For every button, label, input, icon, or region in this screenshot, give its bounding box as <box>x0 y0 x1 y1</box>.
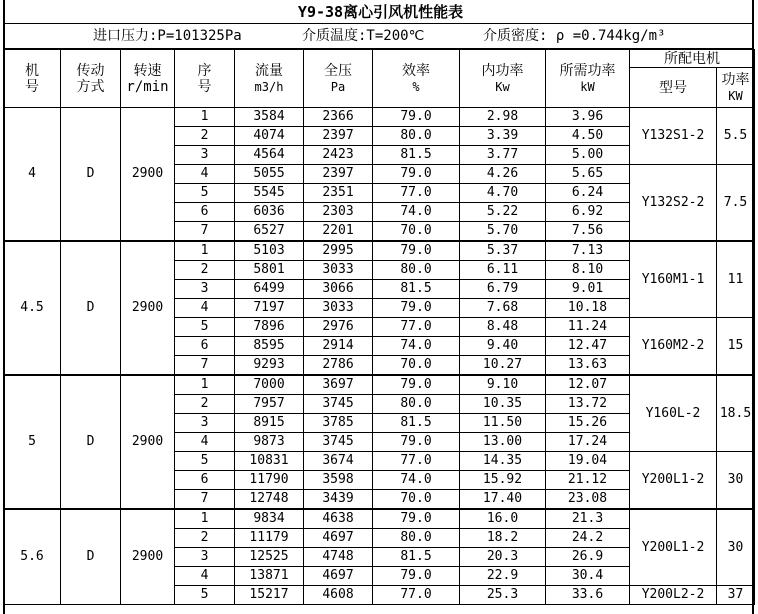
cell-flow: 9293 <box>235 356 304 376</box>
cell-motor-model: Y132S2-2 <box>630 165 717 242</box>
table-row <box>4 108 755 127</box>
cell-efficiency: 74.0 <box>373 337 460 356</box>
cell-seq: 1 <box>175 108 235 127</box>
cell-seq: 7 <box>175 490 235 510</box>
cell-required-power: 7.56 <box>546 222 630 242</box>
cell-efficiency: 81.5 <box>373 146 460 165</box>
cell-motor-model: Y160L-2 <box>630 375 717 452</box>
cell-pressure: 3439 <box>304 490 373 510</box>
cell-flow: 7197 <box>235 299 304 318</box>
cell-efficiency: 74.0 <box>373 471 460 490</box>
cell-efficiency: 79.0 <box>373 375 460 395</box>
cell-required-power: 12.07 <box>546 375 630 395</box>
cell-required-power: 6.92 <box>546 203 630 222</box>
col-motor-power: 功率 KW <box>717 68 755 108</box>
cell-seq: 4 <box>175 433 235 452</box>
cell-internal-power: 13.00 <box>460 433 546 452</box>
cell-flow: 6527 <box>235 222 304 242</box>
title-divider <box>3 23 754 24</box>
cell-flow: 10831 <box>235 452 304 471</box>
cell-internal-power: 22.9 <box>460 567 546 586</box>
cell-required-power: 7.13 <box>546 241 630 261</box>
cell-flow: 6036 <box>235 203 304 222</box>
cell-required-power: 24.2 <box>546 529 630 548</box>
cell-motor-model: Y200L1-2 <box>630 452 717 510</box>
cell-required-power: 5.00 <box>546 146 630 165</box>
cell-efficiency: 80.0 <box>373 529 460 548</box>
cell-seq: 1 <box>175 241 235 261</box>
cell-required-power: 8.10 <box>546 261 630 280</box>
cell-seq: 5 <box>175 452 235 471</box>
cell-internal-power: 15.92 <box>460 471 546 490</box>
cell-seq: 3 <box>175 280 235 299</box>
cell-efficiency: 79.0 <box>373 165 460 184</box>
cell-seq: 4 <box>175 299 235 318</box>
cell-flow: 15217 <box>235 586 304 605</box>
cell-pressure: 2397 <box>304 165 373 184</box>
cell-pressure: 3697 <box>304 375 373 395</box>
cell-internal-power: 16.0 <box>460 509 546 529</box>
cell-efficiency: 77.0 <box>373 318 460 337</box>
cell-required-power: 4.50 <box>546 127 630 146</box>
cell-pressure: 2914 <box>304 337 373 356</box>
cell-required-power: 10.18 <box>546 299 630 318</box>
cell-internal-power: 11.50 <box>460 414 546 433</box>
medium-density-text: 介质密度: ρ =0.744kg/m³ <box>483 28 666 44</box>
cell-motor-model: Y132S1-2 <box>630 108 717 165</box>
cell-internal-power: 6.11 <box>460 261 546 280</box>
col-required-power: 所需功率 kW <box>546 50 630 108</box>
cell-pressure: 2303 <box>304 203 373 222</box>
cell-pressure: 4697 <box>304 567 373 586</box>
cell-pressure: 3066 <box>304 280 373 299</box>
cell-efficiency: 74.0 <box>373 203 460 222</box>
cell-motor-power: 5.5 <box>717 108 755 165</box>
cell-seq: 3 <box>175 548 235 567</box>
cell-motor-power: 30 <box>717 509 755 586</box>
cell-pressure: 3745 <box>304 395 373 414</box>
cell-pressure: 4638 <box>304 509 373 529</box>
cell-seq: 4 <box>175 567 235 586</box>
cell-efficiency: 77.0 <box>373 184 460 203</box>
cell-required-power: 12.47 <box>546 337 630 356</box>
cell-internal-power: 17.40 <box>460 490 546 510</box>
cell-seq: 4 <box>175 165 235 184</box>
cell-internal-power: 3.39 <box>460 127 546 146</box>
cell-motor-model: Y200L1-2 <box>630 509 717 586</box>
cell-pressure: 3033 <box>304 261 373 280</box>
cell-flow: 5545 <box>235 184 304 203</box>
page-title: Y9-38离心引风机性能表 <box>297 3 464 21</box>
cell-seq: 1 <box>175 375 235 395</box>
cell-flow: 12525 <box>235 548 304 567</box>
cell-flow: 5055 <box>235 165 304 184</box>
cell-internal-power: 4.26 <box>460 165 546 184</box>
cell-required-power: 6.24 <box>546 184 630 203</box>
cell-internal-power: 18.2 <box>460 529 546 548</box>
cell-pressure: 4697 <box>304 529 373 548</box>
cell-required-power: 9.01 <box>546 280 630 299</box>
cell-seq: 3 <box>175 414 235 433</box>
cell-internal-power: 10.27 <box>460 356 546 376</box>
cell-flow: 9873 <box>235 433 304 452</box>
cell-pressure: 4748 <box>304 548 373 567</box>
cell-seq: 5 <box>175 318 235 337</box>
cell-seq: 3 <box>175 146 235 165</box>
cell-pressure: 2201 <box>304 222 373 242</box>
col-seq: 序 号 <box>175 50 235 108</box>
cell-flow: 7957 <box>235 395 304 414</box>
cell-motor-power: 30 <box>717 452 755 510</box>
cell-motor-model: Y200L2-2 <box>630 586 717 605</box>
cell-flow: 7000 <box>235 375 304 395</box>
col-motor-model: 型号 <box>630 68 717 108</box>
cell-pressure: 2366 <box>304 108 373 127</box>
cell-required-power: 23.08 <box>546 490 630 510</box>
cell-flow: 5103 <box>235 241 304 261</box>
col-speed: 转速 r/min <box>121 50 175 108</box>
cell-internal-power: 20.3 <box>460 548 546 567</box>
cell-efficiency: 81.5 <box>373 548 460 567</box>
cell-required-power: 21.12 <box>546 471 630 490</box>
cell-internal-power: 2.98 <box>460 108 546 127</box>
cell-flow: 8915 <box>235 414 304 433</box>
cell-efficiency: 77.0 <box>373 452 460 471</box>
cell-efficiency: 79.0 <box>373 567 460 586</box>
cell-pressure: 2995 <box>304 241 373 261</box>
cell-pressure: 3785 <box>304 414 373 433</box>
table-row <box>4 509 755 529</box>
cell-efficiency: 70.0 <box>373 356 460 376</box>
cell-drive: D <box>61 509 121 605</box>
cell-required-power: 30.4 <box>546 567 630 586</box>
cell-required-power: 33.6 <box>546 586 630 605</box>
col-internal-power: 内功率 Kw <box>460 50 546 108</box>
cell-efficiency: 79.0 <box>373 241 460 261</box>
cell-machine-no: 4.5 <box>4 241 61 375</box>
cell-drive: D <box>61 375 121 509</box>
cell-efficiency: 80.0 <box>373 395 460 414</box>
cell-internal-power: 8.48 <box>460 318 546 337</box>
cell-motor-power: 7.5 <box>717 165 755 242</box>
cell-motor-model: Y160M2-2 <box>630 318 717 376</box>
cell-pressure: 2351 <box>304 184 373 203</box>
cell-required-power: 5.65 <box>546 165 630 184</box>
cell-efficiency: 79.0 <box>373 433 460 452</box>
cell-required-power: 15.26 <box>546 414 630 433</box>
cell-efficiency: 70.0 <box>373 222 460 242</box>
cell-flow: 8595 <box>235 337 304 356</box>
cell-internal-power: 4.70 <box>460 184 546 203</box>
cell-pressure: 2976 <box>304 318 373 337</box>
cell-flow: 3584 <box>235 108 304 127</box>
cell-seq: 6 <box>175 337 235 356</box>
cell-motor-power: 15 <box>717 318 755 376</box>
fan-performance-table <box>3 49 755 605</box>
cell-flow: 7896 <box>235 318 304 337</box>
cell-efficiency: 79.0 <box>373 509 460 529</box>
cell-seq: 2 <box>175 127 235 146</box>
cell-efficiency: 81.5 <box>373 280 460 299</box>
cell-flow: 11179 <box>235 529 304 548</box>
cell-seq: 2 <box>175 261 235 280</box>
cell-machine-no: 5 <box>4 375 61 509</box>
cell-drive: D <box>61 108 121 242</box>
cell-internal-power: 5.70 <box>460 222 546 242</box>
cell-efficiency: 79.0 <box>373 299 460 318</box>
cell-internal-power: 3.77 <box>460 146 546 165</box>
cell-motor-power: 11 <box>717 241 755 318</box>
cell-machine-no: 5.6 <box>4 509 61 605</box>
cell-required-power: 13.72 <box>546 395 630 414</box>
cell-speed: 2900 <box>121 108 175 242</box>
cell-seq: 1 <box>175 509 235 529</box>
cell-internal-power: 25.3 <box>460 586 546 605</box>
cell-speed: 2900 <box>121 375 175 509</box>
cell-flow: 5801 <box>235 261 304 280</box>
cell-machine-no: 4 <box>4 108 61 242</box>
cell-required-power: 26.9 <box>546 548 630 567</box>
cell-pressure: 3033 <box>304 299 373 318</box>
col-pressure: 全压 Pa <box>304 50 373 108</box>
cell-seq: 7 <box>175 356 235 376</box>
cell-required-power: 17.24 <box>546 433 630 452</box>
cell-seq: 2 <box>175 529 235 548</box>
cell-speed: 2900 <box>121 509 175 605</box>
cell-pressure: 4608 <box>304 586 373 605</box>
cell-internal-power: 7.68 <box>460 299 546 318</box>
cell-pressure: 3745 <box>304 433 373 452</box>
cell-efficiency: 70.0 <box>373 490 460 510</box>
cell-efficiency: 79.0 <box>373 108 460 127</box>
cell-flow: 9834 <box>235 509 304 529</box>
cell-required-power: 3.96 <box>546 108 630 127</box>
cell-internal-power: 6.79 <box>460 280 546 299</box>
table-header <box>4 50 755 108</box>
medium-temperature-text: 介质温度:T=200℃ <box>302 28 425 44</box>
cell-drive: D <box>61 241 121 375</box>
inlet-pressure-text: 进口压力:P=101325Pa <box>93 28 242 44</box>
col-machine-no: 机 号 <box>4 50 61 108</box>
cell-internal-power: 5.22 <box>460 203 546 222</box>
cell-flow: 12748 <box>235 490 304 510</box>
col-motor-group: 所配电机 <box>630 50 755 68</box>
col-flow: 流量 m3/h <box>235 50 304 108</box>
cell-motor-model: Y160M1-1 <box>630 241 717 318</box>
cell-flow: 4564 <box>235 146 304 165</box>
cell-flow: 13871 <box>235 567 304 586</box>
table-row <box>4 241 755 261</box>
cell-motor-power: 37 <box>717 586 755 605</box>
cell-pressure: 3674 <box>304 452 373 471</box>
cell-internal-power: 9.10 <box>460 375 546 395</box>
cell-flow: 11790 <box>235 471 304 490</box>
cell-seq: 2 <box>175 395 235 414</box>
cell-internal-power: 14.35 <box>460 452 546 471</box>
cell-required-power: 19.04 <box>546 452 630 471</box>
cell-flow: 4074 <box>235 127 304 146</box>
cell-efficiency: 80.0 <box>373 261 460 280</box>
cell-speed: 2900 <box>121 241 175 375</box>
cell-pressure: 2786 <box>304 356 373 376</box>
cell-pressure: 2423 <box>304 146 373 165</box>
cell-internal-power: 9.40 <box>460 337 546 356</box>
cell-seq: 6 <box>175 471 235 490</box>
cell-internal-power: 10.35 <box>460 395 546 414</box>
col-drive: 传动 方式 <box>61 50 121 108</box>
cell-flow: 6499 <box>235 280 304 299</box>
cell-efficiency: 80.0 <box>373 127 460 146</box>
cell-required-power: 21.3 <box>546 509 630 529</box>
cell-seq: 7 <box>175 222 235 242</box>
cell-motor-power: 18.5 <box>717 375 755 452</box>
table-row <box>4 375 755 395</box>
cell-required-power: 13.63 <box>546 356 630 376</box>
cell-internal-power: 5.37 <box>460 241 546 261</box>
cell-required-power: 11.24 <box>546 318 630 337</box>
cell-efficiency: 77.0 <box>373 586 460 605</box>
cell-seq: 5 <box>175 586 235 605</box>
cell-pressure: 2397 <box>304 127 373 146</box>
cell-pressure: 3598 <box>304 471 373 490</box>
table-body <box>4 108 755 605</box>
cell-seq: 6 <box>175 203 235 222</box>
cell-efficiency: 81.5 <box>373 414 460 433</box>
col-efficiency: 效率 % <box>373 50 460 108</box>
cell-seq: 5 <box>175 184 235 203</box>
